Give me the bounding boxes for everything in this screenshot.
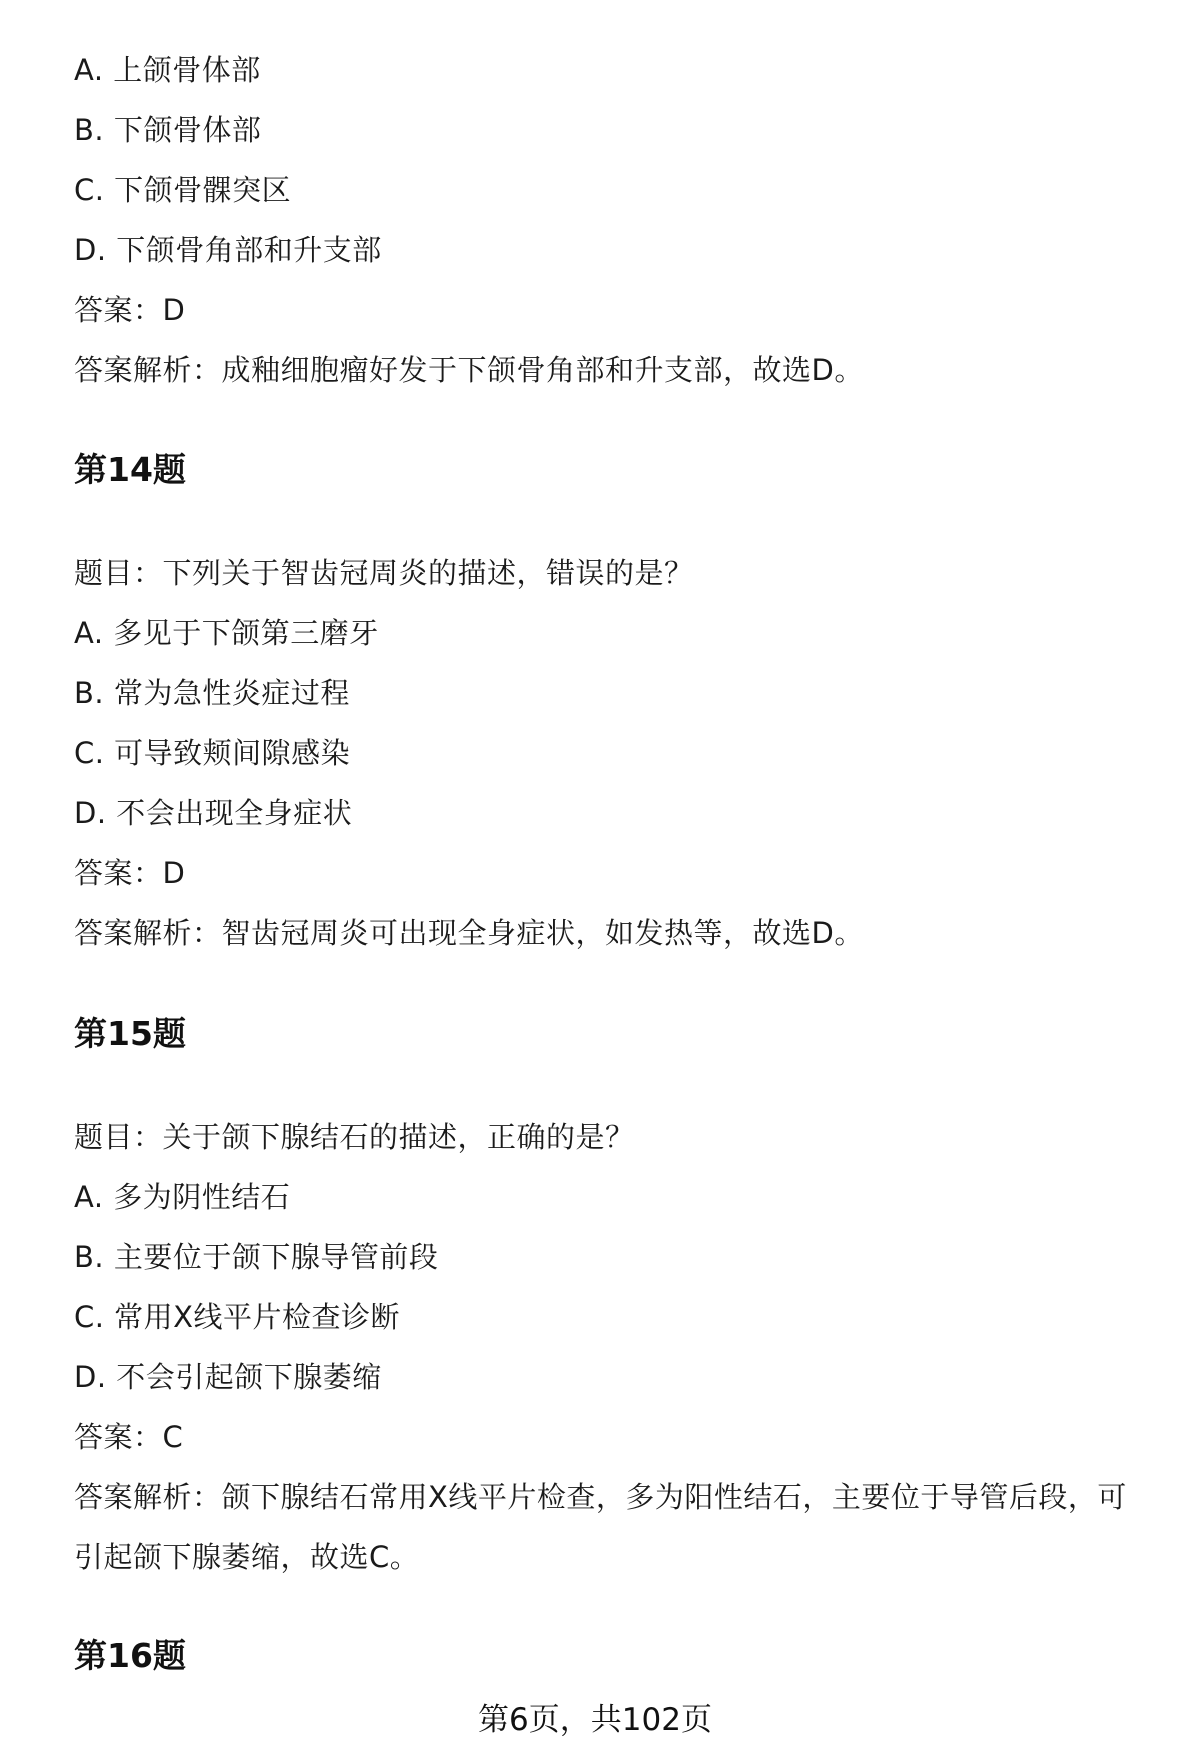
q14-option-d: D. 不会出现全身症状 [74,796,353,830]
q13-option-a: A. 上颌骨体部 [74,53,261,87]
q15-analysis-line-1: 答案解析：颌下腺结石常用X线平片检查，多为阳性结石，主要位于导管后段，可 [74,1480,1127,1514]
q16-heading: 第16题 [74,1636,186,1675]
q13-option-b: B. 下颌骨体部 [74,113,262,147]
q14-heading: 第14题 [74,450,186,489]
q13-answer: 答案：D [74,293,186,327]
q14-question: 题目：下列关于智齿冠周炎的描述，错误的是？ [74,556,694,590]
page-number-footer: 第6页，共102页 [478,1702,712,1738]
q15-option-c: C. 常用X线平片检查诊断 [74,1300,401,1334]
q14-answer: 答案：D [74,856,186,890]
q13-option-c: C. 下颌骨髁突区 [74,173,292,207]
q13-analysis: 答案解析：成釉细胞瘤好发于下颌骨角部和升支部，故选D。 [74,353,864,387]
q15-heading: 第15题 [74,1014,186,1053]
q14-option-b: B. 常为急性炎症过程 [74,676,350,710]
q14-analysis: 答案解析：智齿冠周炎可出现全身症状，如发热等，故选D。 [74,916,864,950]
q13-option-d: D. 下颌骨角部和升支部 [74,233,382,267]
q15-analysis-line-2: 引起颌下腺萎缩，故选C。 [74,1540,420,1574]
q15-answer: 答案：C [74,1420,184,1454]
q15-option-d: D. 不会引起颌下腺萎缩 [74,1360,382,1394]
q15-option-b: B. 主要位于颌下腺导管前段 [74,1240,439,1274]
q14-option-a: A. 多见于下颌第三磨牙 [74,616,379,650]
q15-option-a: A. 多为阴性结石 [74,1180,291,1214]
q14-option-c: C. 可导致颊间隙感染 [74,736,351,770]
q15-question: 题目：关于颌下腺结石的描述，正确的是？ [74,1120,635,1154]
